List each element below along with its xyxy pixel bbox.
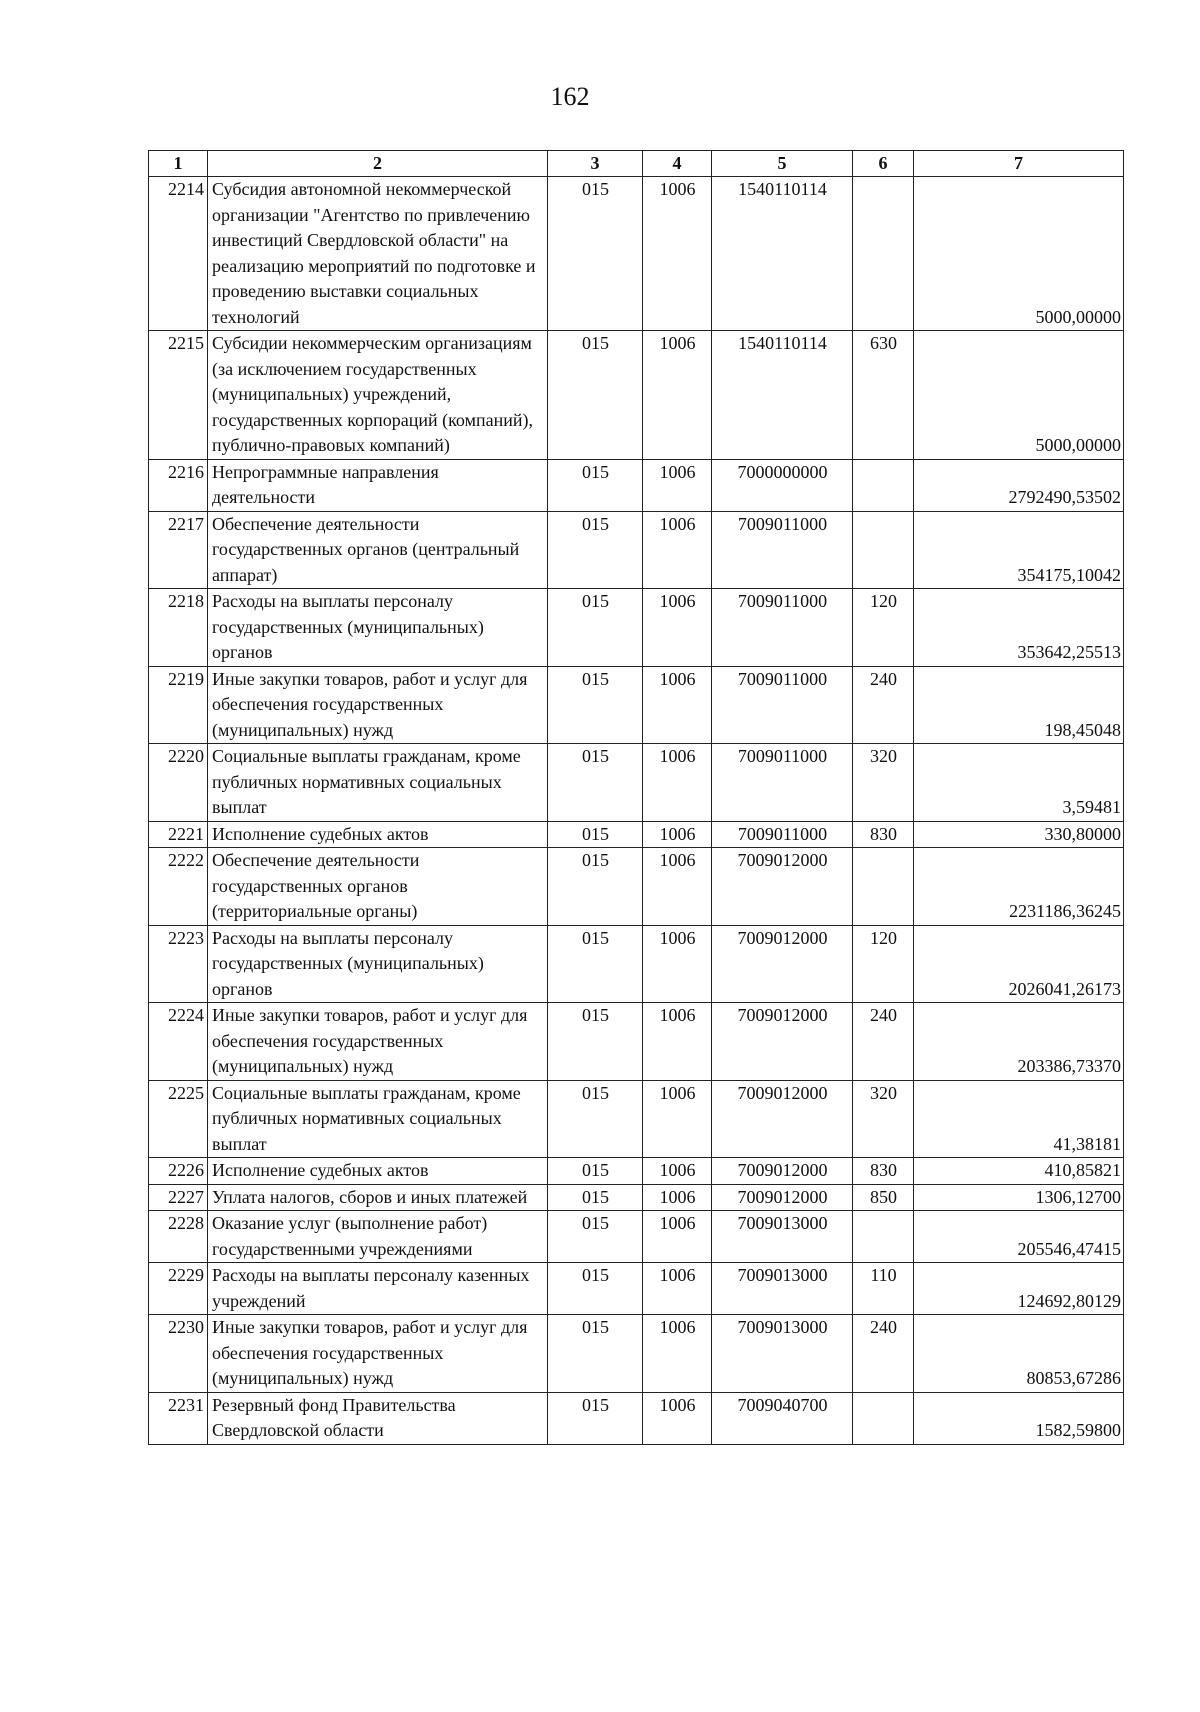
row-name-cell: Иные закупки товаров, работ и услуг для обеспечения государственных (муниципальных) нужд <box>208 1315 548 1393</box>
table-row <box>149 589 1124 667</box>
row-department-cell: 015 <box>548 1392 643 1444</box>
row-amount-cell: 2026041,26173 <box>914 925 1124 1003</box>
row-name-cell: Оказание услуг (выполнение работ) государственными учреждениями <box>208 1211 548 1263</box>
row-number-cell: 2221 <box>149 821 208 848</box>
row-department-cell: 015 <box>548 666 643 744</box>
row-name-cell: Субсидии некоммерческим организациям (за исключением государственных (муниципальных) учреждений, государственных корпораций (компаний), публично-правовых компаний) <box>208 331 548 460</box>
row-amount-cell: 5000,00000 <box>914 331 1124 460</box>
row-number-cell: 2224 <box>149 1003 208 1081</box>
row-number-cell: 2219 <box>149 666 208 744</box>
table-header-row <box>149 151 1124 177</box>
row-department-cell: 015 <box>548 821 643 848</box>
row-department-cell: 015 <box>548 331 643 460</box>
row-amount-cell: 2231186,36245 <box>914 848 1124 926</box>
row-department-cell: 015 <box>548 1158 643 1185</box>
column-header: 2 <box>208 151 548 177</box>
row-department-cell: 015 <box>548 848 643 926</box>
row-number-cell: 2222 <box>149 848 208 926</box>
table-row <box>149 666 1124 744</box>
row-name-cell: Исполнение судебных актов <box>208 1158 548 1185</box>
row-amount-cell: 330,80000 <box>914 821 1124 848</box>
row-target-article-cell: 7009011000 <box>712 511 853 589</box>
row-section-cell: 1006 <box>643 331 712 460</box>
row-section-cell: 1006 <box>643 1080 712 1158</box>
row-section-cell: 1006 <box>643 1315 712 1393</box>
row-target-article-cell: 1540110114 <box>712 331 853 460</box>
table-row <box>149 1211 1124 1263</box>
column-header: 3 <box>548 151 643 177</box>
row-expense-type-cell: 320 <box>853 744 914 822</box>
column-header: 5 <box>712 151 853 177</box>
row-department-cell: 015 <box>548 177 643 331</box>
row-expense-type-cell: 320 <box>853 1080 914 1158</box>
row-target-article-cell: 1540110114 <box>712 177 853 331</box>
row-expense-type-cell: 830 <box>853 1158 914 1185</box>
row-name-cell: Расходы на выплаты персоналу государственных (муниципальных) органов <box>208 925 548 1003</box>
column-header: 1 <box>149 151 208 177</box>
row-expense-type-cell: 630 <box>853 331 914 460</box>
row-number-cell: 2223 <box>149 925 208 1003</box>
row-department-cell: 015 <box>548 1315 643 1393</box>
row-name-cell: Социальные выплаты гражданам, кроме публичных нормативных социальных выплат <box>208 1080 548 1158</box>
row-number-cell: 2225 <box>149 1080 208 1158</box>
row-name-cell: Обеспечение деятельности государственных органов (территориальные органы) <box>208 848 548 926</box>
column-header: 7 <box>914 151 1124 177</box>
table-row <box>149 821 1124 848</box>
row-target-article-cell: 7009040700 <box>712 1392 853 1444</box>
row-section-cell: 1006 <box>643 177 712 331</box>
column-header: 6 <box>853 151 914 177</box>
row-number-cell: 2230 <box>149 1315 208 1393</box>
row-section-cell: 1006 <box>643 925 712 1003</box>
row-number-cell: 2218 <box>149 589 208 667</box>
row-number-cell: 2217 <box>149 511 208 589</box>
row-target-article-cell: 7009011000 <box>712 821 853 848</box>
row-section-cell: 1006 <box>643 821 712 848</box>
row-amount-cell: 1582,59800 <box>914 1392 1124 1444</box>
column-header: 4 <box>643 151 712 177</box>
row-expense-type-cell: 830 <box>853 821 914 848</box>
row-number-cell: 2227 <box>149 1184 208 1211</box>
row-department-cell: 015 <box>548 459 643 511</box>
row-target-article-cell: 7000000000 <box>712 459 853 511</box>
row-number-cell: 2215 <box>149 331 208 460</box>
row-department-cell: 015 <box>548 1003 643 1081</box>
table-row <box>149 744 1124 822</box>
table-row <box>149 925 1124 1003</box>
row-target-article-cell: 7009013000 <box>712 1315 853 1393</box>
row-amount-cell: 41,38181 <box>914 1080 1124 1158</box>
row-department-cell: 015 <box>548 1080 643 1158</box>
row-department-cell: 015 <box>548 744 643 822</box>
row-name-cell: Уплата налогов, сборов и иных платежей <box>208 1184 548 1211</box>
row-target-article-cell: 7009012000 <box>712 925 853 1003</box>
row-amount-cell: 205546,47415 <box>914 1211 1124 1263</box>
row-expense-type-cell: 850 <box>853 1184 914 1211</box>
row-target-article-cell: 7009012000 <box>712 1158 853 1185</box>
row-expense-type-cell: 240 <box>853 1003 914 1081</box>
row-expense-type-cell <box>853 1392 914 1444</box>
row-section-cell: 1006 <box>643 1003 712 1081</box>
table-row <box>149 1080 1124 1158</box>
row-name-cell: Расходы на выплаты персоналу государственных (муниципальных) органов <box>208 589 548 667</box>
row-section-cell: 1006 <box>643 459 712 511</box>
row-target-article-cell: 7009011000 <box>712 744 853 822</box>
row-amount-cell: 1306,12700 <box>914 1184 1124 1211</box>
table-row <box>149 177 1124 331</box>
row-section-cell: 1006 <box>643 1211 712 1263</box>
row-amount-cell: 3,59481 <box>914 744 1124 822</box>
row-amount-cell: 354175,10042 <box>914 511 1124 589</box>
row-expense-type-cell <box>853 177 914 331</box>
row-target-article-cell: 7009012000 <box>712 1003 853 1081</box>
row-section-cell: 1006 <box>643 1392 712 1444</box>
row-section-cell: 1006 <box>643 666 712 744</box>
row-department-cell: 015 <box>548 925 643 1003</box>
table-row <box>149 1263 1124 1315</box>
table-body <box>149 177 1124 1445</box>
row-number-cell: 2214 <box>149 177 208 331</box>
row-name-cell: Исполнение судебных актов <box>208 821 548 848</box>
row-amount-cell: 203386,73370 <box>914 1003 1124 1081</box>
row-target-article-cell: 7009011000 <box>712 666 853 744</box>
row-target-article-cell: 7009012000 <box>712 848 853 926</box>
row-section-cell: 1006 <box>643 848 712 926</box>
row-department-cell: 015 <box>548 511 643 589</box>
row-name-cell: Непрограммные направления деятельности <box>208 459 548 511</box>
row-section-cell: 1006 <box>643 511 712 589</box>
table-row <box>149 511 1124 589</box>
row-amount-cell: 5000,00000 <box>914 177 1124 331</box>
page-number: 162 <box>550 82 590 111</box>
row-department-cell: 015 <box>548 1211 643 1263</box>
row-target-article-cell: 7009013000 <box>712 1263 853 1315</box>
row-amount-cell: 198,45048 <box>914 666 1124 744</box>
row-target-article-cell: 7009013000 <box>712 1211 853 1263</box>
row-amount-cell: 124692,80129 <box>914 1263 1124 1315</box>
table-row <box>149 459 1124 511</box>
row-expense-type-cell <box>853 459 914 511</box>
table-row <box>149 1315 1124 1393</box>
row-expense-type-cell <box>853 511 914 589</box>
row-department-cell: 015 <box>548 1184 643 1211</box>
row-expense-type-cell <box>853 848 914 926</box>
row-number-cell: 2228 <box>149 1211 208 1263</box>
row-name-cell: Иные закупки товаров, работ и услуг для обеспечения государственных (муниципальных) нужд <box>208 1003 548 1081</box>
row-number-cell: 2231 <box>149 1392 208 1444</box>
table-row <box>149 1003 1124 1081</box>
row-name-cell: Обеспечение деятельности государственных органов (центральный аппарат) <box>208 511 548 589</box>
row-target-article-cell: 7009011000 <box>712 589 853 667</box>
row-expense-type-cell: 240 <box>853 1315 914 1393</box>
row-section-cell: 1006 <box>643 589 712 667</box>
row-expense-type-cell: 240 <box>853 666 914 744</box>
table-row <box>149 1184 1124 1211</box>
row-amount-cell: 353642,25513 <box>914 589 1124 667</box>
row-number-cell: 2216 <box>149 459 208 511</box>
table-row <box>149 848 1124 926</box>
row-section-cell: 1006 <box>643 1184 712 1211</box>
table-row <box>149 1392 1124 1444</box>
row-number-cell: 2229 <box>149 1263 208 1315</box>
row-expense-type-cell <box>853 1211 914 1263</box>
row-number-cell: 2220 <box>149 744 208 822</box>
row-name-cell: Иные закупки товаров, работ и услуг для обеспечения государственных (муниципальных) нужд <box>208 666 548 744</box>
row-amount-cell: 80853,67286 <box>914 1315 1124 1393</box>
row-name-cell: Социальные выплаты гражданам, кроме публичных нормативных социальных выплат <box>208 744 548 822</box>
row-expense-type-cell: 110 <box>853 1263 914 1315</box>
row-section-cell: 1006 <box>643 744 712 822</box>
table-row <box>149 331 1124 460</box>
row-name-cell: Субсидия автономной некоммерческой организации "Агентство по привлечению инвестиций Свердловской области" на реализацию мероприятий по подготовке и проведению выставки социальных технологий <box>208 177 548 331</box>
row-target-article-cell: 7009012000 <box>712 1080 853 1158</box>
table-row <box>149 1158 1124 1185</box>
row-expense-type-cell: 120 <box>853 925 914 1003</box>
row-amount-cell: 2792490,53502 <box>914 459 1124 511</box>
row-department-cell: 015 <box>548 1263 643 1315</box>
row-target-article-cell: 7009012000 <box>712 1184 853 1211</box>
row-number-cell: 2226 <box>149 1158 208 1185</box>
row-amount-cell: 410,85821 <box>914 1158 1124 1185</box>
row-section-cell: 1006 <box>643 1158 712 1185</box>
row-name-cell: Расходы на выплаты персоналу казенных учреждений <box>208 1263 548 1315</box>
budget-table <box>148 150 1124 1445</box>
row-name-cell: Резервный фонд Правительства Свердловской области <box>208 1392 548 1444</box>
row-expense-type-cell: 120 <box>853 589 914 667</box>
row-department-cell: 015 <box>548 589 643 667</box>
row-section-cell: 1006 <box>643 1263 712 1315</box>
